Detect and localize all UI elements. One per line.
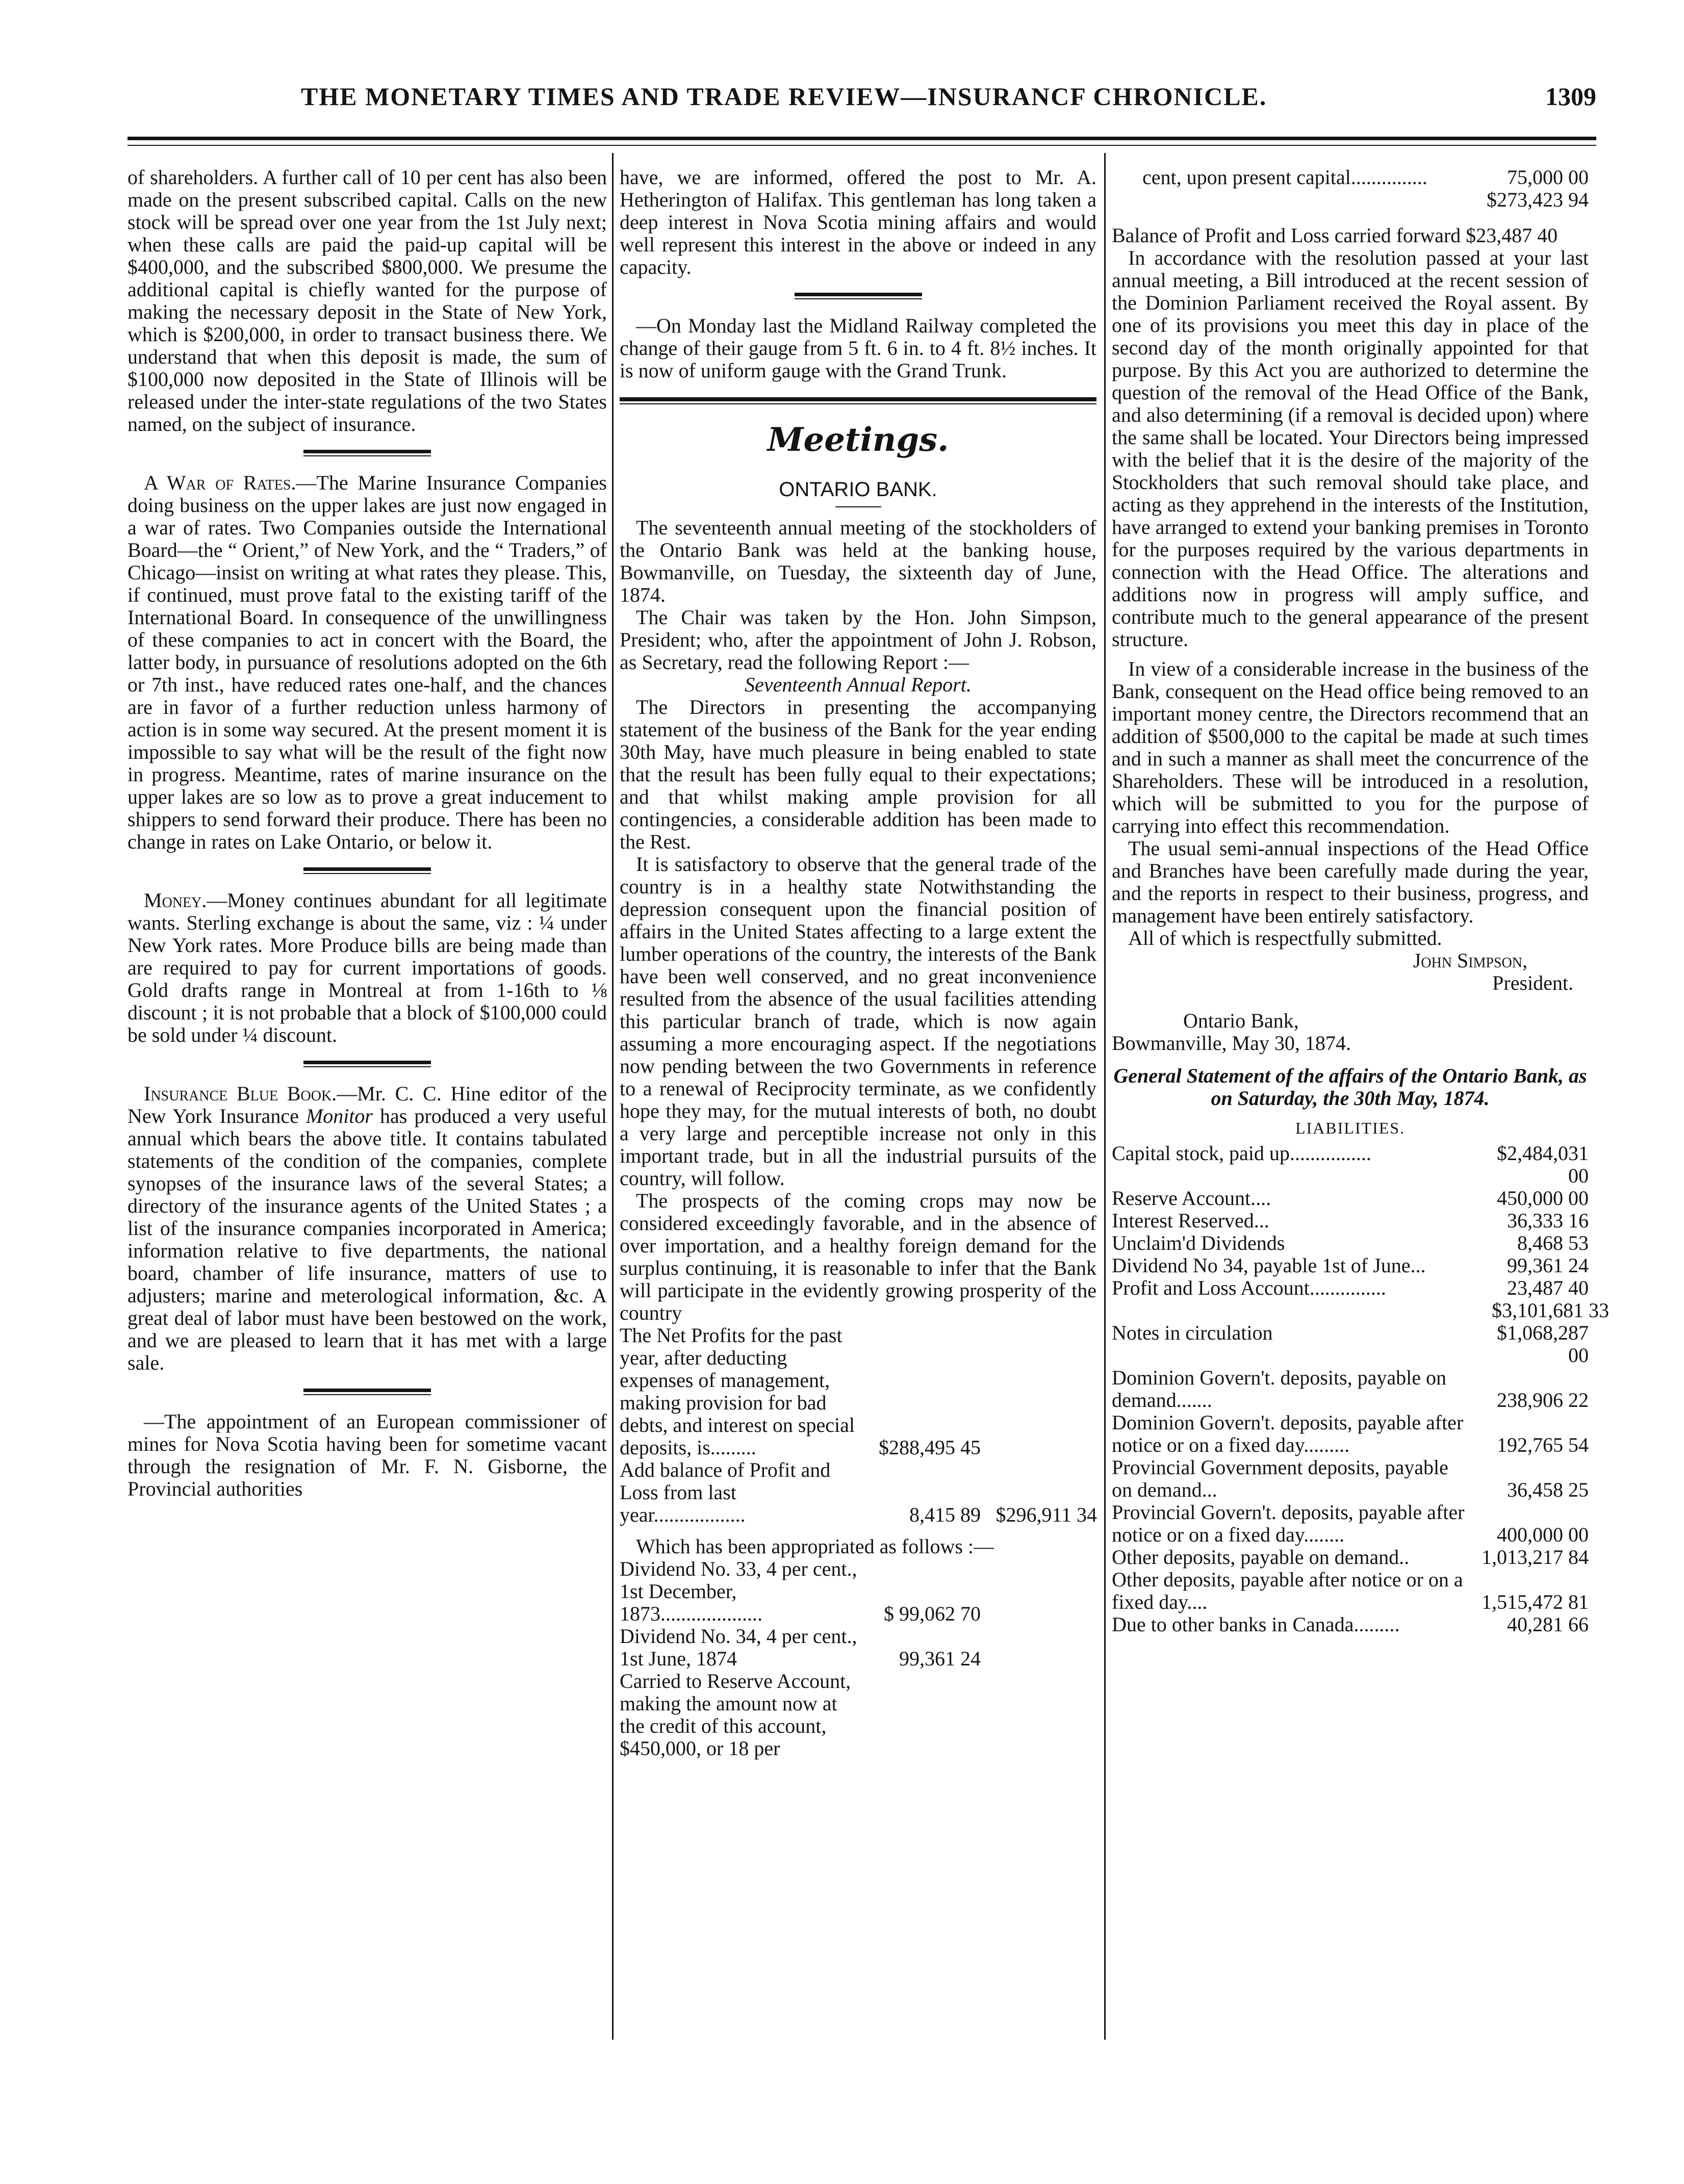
net-profits-row <box>620 1324 1096 1459</box>
section-separator <box>303 1389 431 1395</box>
liabilities-heading: LIABILITIES. <box>1295 1119 1406 1137</box>
section-separator <box>303 450 431 456</box>
ledger-row <box>1112 1142 1589 1187</box>
ledger-row <box>1112 1254 1589 1277</box>
meetings-rule <box>620 397 1096 404</box>
ledger-value: 400,000 00 <box>1497 1523 1589 1546</box>
header-rule-thin <box>127 145 1596 146</box>
ledger-value: 8,468 53 <box>1517 1231 1589 1254</box>
ledger-row <box>1112 1367 1589 1411</box>
ledger-value: 1,013,217 84 <box>1482 1546 1589 1569</box>
dividend-34-label: Dividend No. 34, 4 per cent., 1st June, 1874 <box>620 1625 857 1670</box>
war-of-rates-article <box>127 472 607 853</box>
ledger-row <box>1112 1569 1589 1613</box>
ledger-label: Reserve Account.... <box>1112 1187 1271 1210</box>
ledger-label: Other deposits, payable after notice or on a fixed day.... <box>1112 1568 1463 1613</box>
money-heading: Money. <box>144 889 207 912</box>
ledger-label: Provincial Govern't. deposits, payable after notice or on a fixed day........ <box>1112 1501 1465 1546</box>
column-1 <box>127 166 607 1500</box>
ledger-row <box>1112 1501 1589 1546</box>
signature-title: President. <box>1492 971 1573 994</box>
dividend-33-value: $ 99,062 70 <box>884 1602 981 1625</box>
ledger-label: Notes in circulation <box>1112 1321 1273 1344</box>
money-body: —Money continues abundant for all legitimate wants. Sterling exchange is about the same, viz : ¼ under New York rates. More Produce bills are being made than are required to pay for current importations of goods. Gold drafts range in Montreal at from 1-16th to ⅛ discount ; it is not probable that a block of $100,000 could be sold under ¼ discount. <box>127 889 607 1046</box>
reserve-cont-value: 75,000 00 <box>1507 166 1589 189</box>
dateline-bank: Ontario Bank, <box>1183 1009 1299 1032</box>
ledger-row <box>1112 1546 1589 1569</box>
liabilities-table <box>1112 1142 1589 1299</box>
ledger-label: Unclaim'd Dividends <box>1112 1231 1285 1254</box>
dividend-34-value: 99,361 24 <box>899 1647 981 1670</box>
ledger-value: 450,000 00 <box>1497 1187 1589 1210</box>
ledger-label: Dominion Govern't. deposits, payable on demand....... <box>1112 1366 1446 1411</box>
balance-forward: Balance of Profit and Loss carried forward $23,487 40 <box>1112 224 1558 247</box>
ledger-value: $1,068,287 00 <box>1497 1321 1589 1367</box>
page-header <box>127 82 1596 117</box>
view-paragraph: In view of a considerable increase in the business of the Bank, consequent on the Head office being removed to an important money centre, the Directors recommend that an addition of $500,000 to the capital be made at such times and in such a manner as shall meet the concurrence of the Shareholders. These will be introduced in a resolution, which will be submitted to you for the purpose of carrying into effect this recommendation. <box>1112 657 1589 837</box>
ledger-value: 36,458 25 <box>1507 1478 1589 1501</box>
reserve-label: Carried to Reserve Account, making the amount now at the credit of this account, $450,000, or 18 per <box>620 1669 851 1760</box>
section-separator <box>303 867 431 874</box>
blue-book-article <box>127 1083 607 1374</box>
ledger-value: 238,906 22 <box>1497 1389 1589 1411</box>
ledger-row <box>1112 1456 1589 1501</box>
monitor-title: Monitor <box>305 1104 373 1127</box>
war-of-rates-body: —The Marine Insurance Companies doing business on the upper lakes are just now engaged in a war of rates. Two Companies outside the International Board—the “ Orient,” of New York, and the “ Traders,” of Chicago—insist on writing at what rates they please. This, if continued, must prove fatal to the existing tariff of the International Board. In consequence of the unwillingness of these companies to act in concert with the Board, the latter body, in pursuance of resolutions adopted on the 6th or 7th inst., have reduced rates one-half, and the chances are in favor of a further reduction unless harmony of action is in some way secured. At the present moment it is impossible to say what will be the result of the fight now in progress. Meantime, rates of marine insurance on the upper lakes are so low as to prove a great inducement to shippers to send forward their produce. There has been no change in rates on Lake Ontario, or below it. <box>127 471 607 853</box>
page-title: THE MONETARY TIMES AND TRADE REVIEW—INSURANCF CHRONICLE. <box>301 82 1267 111</box>
ledger-row <box>1112 1322 1589 1367</box>
reserve-cont-row <box>1112 166 1589 189</box>
short-rule <box>835 506 881 507</box>
column-divider <box>1104 153 1106 2040</box>
ledger-value: 40,281 66 <box>1507 1613 1589 1636</box>
total-value: $296,911 34 <box>996 1503 1097 1526</box>
chair-paragraph: The Chair was taken by the Hon. John Simpson, President; who, after the appointment of John J. Robson, as Secretary, read the following Report :— <box>620 606 1096 674</box>
ledger-value: 23,487 40 <box>1507 1276 1589 1299</box>
commissioner-article-cont: have, we are informed, offered the post to Mr. A. Hetherington of Halifax. This gentleman has long taken a deep interest in Nova Scotia mining affairs and would well represent this interest in the above or indeed in any capacity. <box>620 166 1096 278</box>
trade-paragraph: It is satisfactory to observe that the general trade of the country is in a healthy state Notwithstanding the depression consequent upon the financial position of affairs in the United States affecting to a large extent the lumber operations of the country, the interests of the Bank have been well conserved, and no great inconvenience resulted from the absence of the usual facilities attending this particular branch of trade, which is now again assuming a more encouraging aspect. If the negotiations now pending between the two Governments in reference to a renewal of Reciprocity terminate, as we confidently hope they may, for the mutual interests of both, no doubt a very large and perceptible increase not only in this important trade, but in all the industrial pursuits of the country, will follow. <box>620 853 1096 1190</box>
meeting-paragraph: The seventeenth annual meeting of the stockholders of the Ontario Bank was held at the banking house, Bowmanville, on Tuesday, the sixteenth day of June, 1874. <box>620 516 1096 606</box>
ledger-label: Interest Reserved... <box>1112 1209 1269 1232</box>
liabilities-table-2 <box>1112 1322 1589 1636</box>
ledger-row <box>1112 1187 1589 1210</box>
ledger-row <box>1112 1232 1589 1254</box>
appropriation-total: $273,423 94 <box>1487 188 1589 211</box>
report-title: Seventeenth Annual Report. <box>745 673 972 696</box>
section-separator <box>795 293 922 299</box>
balance-row <box>620 1459 1096 1526</box>
net-profits-value: $288,495 45 <box>879 1436 981 1459</box>
ledger-label: Due to other banks in Canada......... <box>1112 1613 1400 1636</box>
balance-value: 8,415 89 <box>909 1503 981 1526</box>
signature-name: John Simpson, <box>1413 949 1527 972</box>
blue-book-body: —Mr. C. C. Hine editor of the New York Insurance <box>127 1082 607 1127</box>
ledger-label: Other deposits, payable on demand.. <box>1112 1546 1410 1569</box>
ledger-label: Capital stock, paid up................ <box>1112 1142 1371 1165</box>
reserve-cont-label: cent, upon present capital............... <box>1142 166 1427 189</box>
accordance-paragraph: In accordance with the resolution passed at your last annual meeting, a Bill introduced at the recent session of the Dominion Parliament received the Royal assent. By one of its provisions you meet this day in place of the second day of the month originally appointed for that purpose. By this Act you are authorized to determine the question of the removal of the Head Office of the Bank, and also determining (if a removal is decided upon) where the same shall be located. Your Directors being impressed with the belief that it is the desire of the majority of the Stockholders that such removal should take place, and acting as they apprehend in the interests of the Institution, have arranged to extend your banking premises in Toronto for the purposes required by the various departments in connection with the Head Office. The alterations and additions now in progress will amply suffice, and contribute much to the general appearance of the present structure. <box>1112 246 1589 651</box>
submitted-paragraph: All of which is respectfully submitted. <box>1128 927 1442 949</box>
war-of-rates-heading: A War of Rates. <box>144 471 296 494</box>
ledger-row <box>1112 1613 1589 1636</box>
dividend-33-row <box>620 1558 1096 1625</box>
dateline <box>1112 1010 1589 1055</box>
dividend-33-label: Dividend No. 33, 4 per cent., 1st December, 1873.................... <box>620 1557 857 1625</box>
blue-book-body-cont: has produced a very useful annual which bears the above title. It contains tabulated statements of the condition of the companies, complete synopses of the insurance laws of the several States; a directory of the insurance agents of the United States ; a list of the insurance companies incorporated in America; information relative to five departments, the national board, chamber of life insurance, matters of use to adjusters; marine and meterological information, &c. A great deal of labor must have been bestowed on the work, and we are pleased to learn that it has met with a large sale. <box>127 1104 607 1374</box>
column-2 <box>620 166 1096 1760</box>
money-article <box>127 889 607 1046</box>
dateline-place: Bowmanville, May 30, 1874. <box>1112 1032 1351 1055</box>
ledger-row <box>1112 1210 1589 1232</box>
statement-title: General Statement of the affairs of the Ontario Bank, as on Saturday, the 30th May, 1874. <box>1113 1064 1587 1110</box>
ontario-bank-heading: ONTARIO BANK. <box>779 478 937 501</box>
ledger-value: 1,515,472 81 <box>1482 1590 1589 1613</box>
section-separator <box>303 1061 431 1067</box>
ledger-label: Dominion Govern't. deposits, payable after notice or on a fixed day......... <box>1112 1411 1464 1456</box>
commissioner-article: —The appointment of an European commissioner of mines for Nova Scotia having been for sometime vacant through the resignation of Mr. F. N. Gisborne, the Provincial authorities <box>127 1410 607 1500</box>
column-3 <box>1112 166 1609 1636</box>
ledger-row <box>1112 1277 1589 1299</box>
liabilities-total: $3,101,681 33 <box>1492 1299 1609 1322</box>
ledger-row <box>1112 1411 1589 1456</box>
blue-book-heading: Insurance Blue Book. <box>144 1082 337 1105</box>
appropriation-intro: Which has been appropriated as follows :— <box>636 1535 994 1558</box>
dividend-34-row <box>620 1625 1096 1670</box>
directors-paragraph: The Directors in presenting the accompanying statement of the business of the Bank for the year ending 30th May, have much pleasure in being enabled to state that the result has been fully equal to their expectations; and that whilst making ample provision for all contingencies, a considerable addition has been made to the Rest. <box>620 696 1096 853</box>
midland-railway-article: —On Monday last the Midland Railway completed the change of their gauge from 5 ft. 6 in. to 4 ft. 8½ inches. It is now of uniform gauge with the Grand Trunk. <box>620 314 1096 382</box>
ledger-label: Provincial Government deposits, payable on demand... <box>1112 1456 1448 1501</box>
column-divider <box>612 153 614 2040</box>
ledger-label: Dividend No 34, payable 1st of June... <box>1112 1254 1426 1277</box>
ledger-value: 192,765 54 <box>1497 1433 1589 1456</box>
page-number: 1309 <box>1545 82 1596 111</box>
crops-paragraph: The prospects of the coming crops may now be considered exceedingly favorable, and in the absence of over importation, and a healthy foreign demand for the surplus continuing, it is reasonable to infer that the Bank will participate in the evidently growing prosperity of the country <box>620 1189 1096 1324</box>
ledger-value: $2,484,031 00 <box>1497 1142 1589 1187</box>
header-rule <box>127 137 1596 140</box>
shareholders-paragraph: of shareholders. A further call of 10 per cent has also been made on the present subscribed capital. Calls on the new stock will be spread over one year from the 1st July next; when these calls are paid the paid-up capital will be $400,000, and the subscribed $800,000. We presume the additional capital is chiefly wanted for the purpose of making the necessary deposit in the State of New York, which is $200,000, in order to transact business there. We understand that when this deposit is made, the sum of $100,000 now deposited in the State of Illinois will be released under the inter-state regulations of the two States named, on the subject of insurance. <box>127 166 607 435</box>
ledger-value: 99,361 24 <box>1507 1254 1589 1277</box>
meetings-heading: Meetings. <box>767 421 949 459</box>
reserve-row <box>620 1670 1096 1760</box>
ledger-label: Profit and Loss Account............... <box>1112 1276 1386 1299</box>
balance-label: Add balance of Profit and Loss from last year.................. <box>620 1458 831 1526</box>
ledger-value: 36,333 16 <box>1507 1209 1589 1232</box>
inspections-paragraph: The usual semi-annual inspections of the Head Office and Branches have been carefully made during the year, and the reports in respect to their business, progress, and management have been entirely satisfactory. <box>1112 837 1589 927</box>
net-profits-label: The Net Profits for the past year, after deducting expenses of management, making provision for bad debts, and interest on special deposits, is......... <box>620 1324 855 1459</box>
